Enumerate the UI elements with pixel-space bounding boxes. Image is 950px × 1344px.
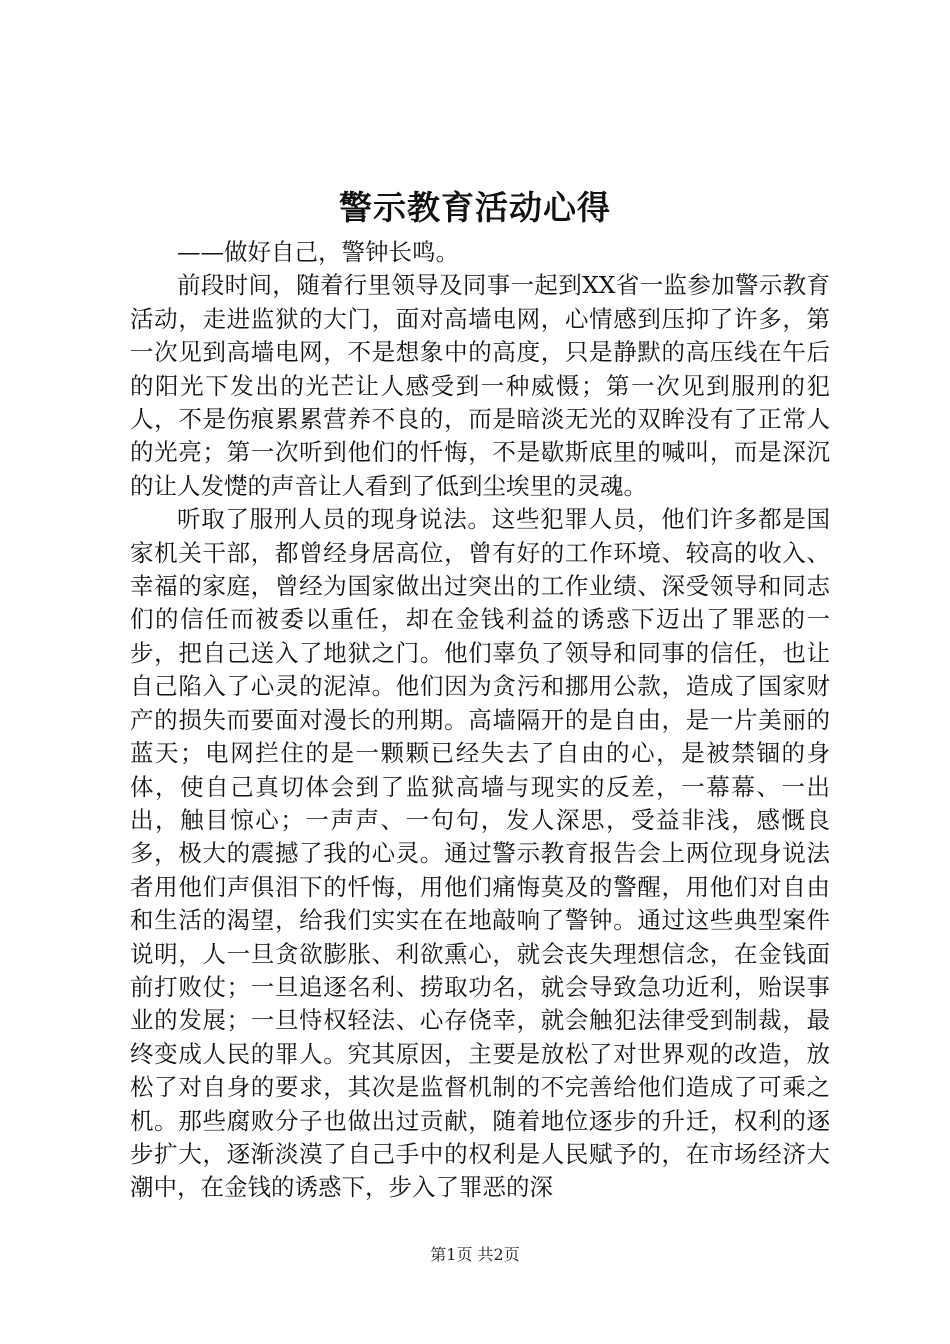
subtitle: ——做好自己，警钟长鸣。 xyxy=(177,238,459,266)
page-footer: 第1页 共2页 xyxy=(430,1245,520,1264)
document-body xyxy=(130,236,830,1205)
paragraph-2: 听取了服刑人员的现身说法。这些犯罪人员，他们许多都是国家机关干部，都曾经身居高位，曾有好的工作环境、较高的收入、幸福的家庭，曾经为国家做出过突出的工作业绩、深受领导和同志们的信任而被委以重任，却在金钱利益的诱惑下迈出了罪恶的一步，把自己送入了地狱之门。他们辜负了领导和同事的信任，也让自己陷入了心灵的泥淖。他们因为贪污和挪用公款，造成了国家财产的损失而要面对漫长的刑期。高墙隔开的是自由，是一片美丽的蓝天；电网拦住的是一颗颗已经失去了自由的心，是被禁锢的身体，使自己真切体会到了监狱高墙与现实的反差，一幕幕、一出出，触目惊心；一声声、一句句，发人深思，受益非浅，感慨良多，极大的震撼了我的心灵。通过警示教育报告会上两位现身说法者用他们声俱泪下的忏悔，用他们痛悔莫及的警醒，用他们对自由和生活的渴望，给我们实实在在地敲响了警钟。通过这些典型案件说明，人一旦贪欲膨胀、利欲熏心，就会丧失理想信念，在金钱面前打败仗；一旦追逐名利、捞取功名，就会导致急功近利，贻误事业的发展；一旦恃权轻法、心存侥幸，就会触犯法律受到制裁，最终变成人民的罪人。究其原因，主要是放松了对世界观的改造，放松了对自身的要求，其次是监督机制的不完善给他们造成了可乘之机。那些腐败分子也做出过贡献，随着地位逐步的升迁，权利的逐步扩大，逐渐淡漠了自己手中的权利是人民赋予的，在市场经济大潮中，在金钱的诱惑下，步入了罪恶的深 xyxy=(130,505,830,1202)
paragraph-1: 前段时间，随着行里领导及同事一起到XX省一监参加警示教育活动，走进监狱的大门，面对高墙电网，心情感到压抑了许多，第一次见到高墙电网，不是想象中的高度，只是静默的高压线在午后的阳光下发出的光芒让人感受到一种威慑；第一次见到服刑的犯人，不是伤痕累累营养不良的，而是暗淡无光的双眸没有了正常人的光亮；第一次听到他们的忏悔，不是歇斯底里的喊叫，而是深沉的让人发憷的声音让人看到了低到尘埃里的灵魂。 xyxy=(130,271,830,500)
document-title: 警示教育活动心得 xyxy=(339,188,611,227)
